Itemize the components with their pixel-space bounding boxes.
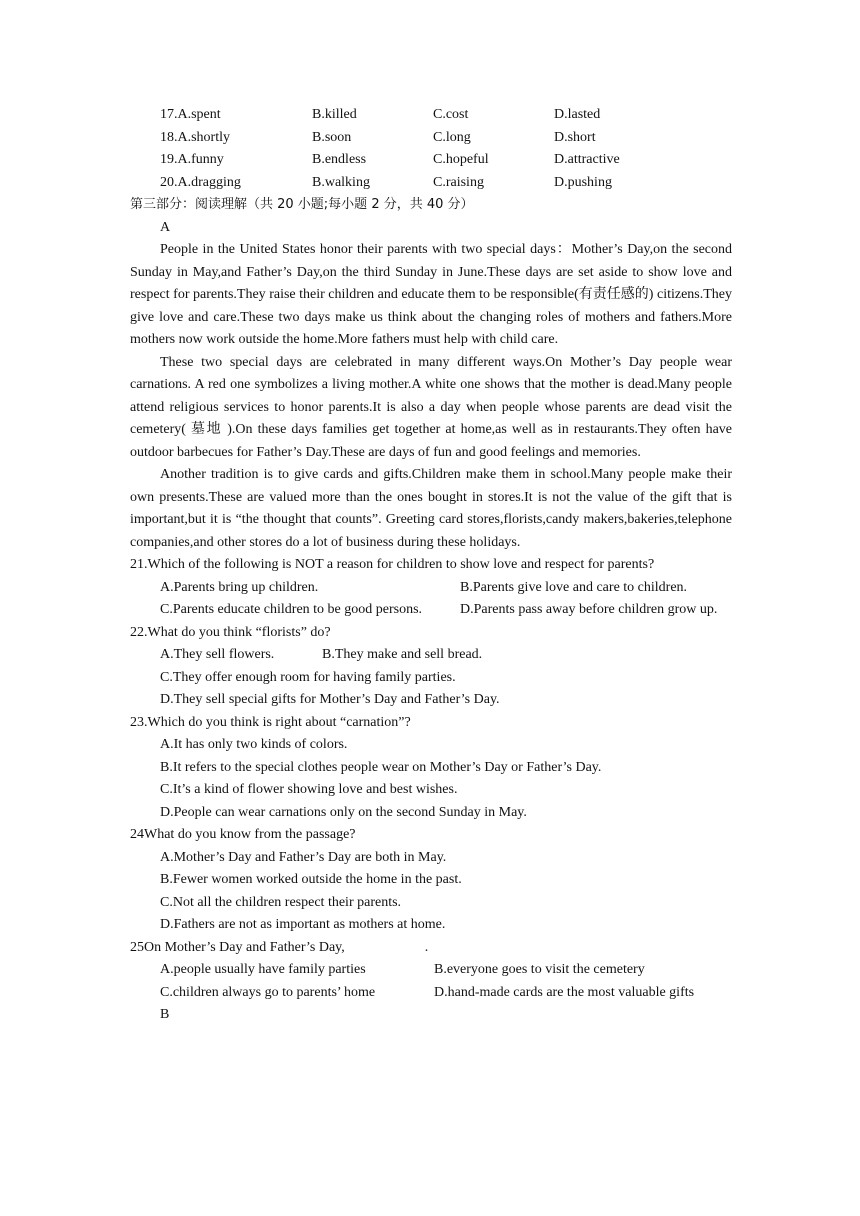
option-row xyxy=(130,599,732,622)
option-d: D.lasted xyxy=(554,107,601,122)
question-stem: 22.What do you think “florists” do? xyxy=(130,624,331,640)
option-c: C.Parents educate children to be good persons. xyxy=(160,602,423,617)
passage-a-label: A xyxy=(160,219,171,235)
option-d: D.attractive xyxy=(554,152,620,167)
question-stem-text: 25On Mother’s Day and Father’s Day, xyxy=(130,939,345,955)
option-b: B.endless xyxy=(312,152,367,167)
question-stem xyxy=(130,937,732,960)
option-b: B.Fewer women worked outside the home in the past. xyxy=(160,872,462,887)
option-d: D.People can wear carnations only on the second Sunday in May. xyxy=(160,804,527,820)
option-d: D.Parents pass away before children grow up. xyxy=(460,602,718,617)
option-c: C.long xyxy=(433,129,471,145)
passage-paragraph: Another tradition is to give cards and gifts.Children make them in school.Many people make their own presents.These are valued more than the ones bought in stores.It is not the value of the gift that is important,but it is “the thought that counts”. Greeting card stores,florists,candy makers,bakeries,telephone companies,and other stores do a lot of business during these holidays. xyxy=(130,467,732,550)
option-row xyxy=(130,959,732,982)
question-stem: 21.Which of the following is NOT a reason for children to show love and respect for parents? xyxy=(130,557,655,572)
option-a: 19.A.funny xyxy=(160,152,224,167)
option-d: D.hand-made cards are the most valuable gifts xyxy=(434,984,695,1000)
passage-paragraph: These two special days are celebrated in many different ways.On Mother’s Day people wear carnations. A red one symbolizes a living mother.A white one shows that the mother is dead.Many people attend religious services to honor parents.It is also a day when people whose parents are dead visit the cemetery( 墓地 ).On these days families get together at home,as well as in restaurants.They often have outdoor barbecues for Father’s Day.These are days of fun and good feelings and memories. xyxy=(130,354,732,460)
section-heading: 第三部分：阅读理解（共 20 小题;每小题 2 分，共 40 分） xyxy=(130,197,474,212)
question-stem-end: . xyxy=(424,939,429,955)
option-a: A.They sell flowers. xyxy=(160,647,275,662)
option-row-19 xyxy=(160,149,732,172)
option-a: A.It has only two kinds of colors. xyxy=(160,737,348,752)
option-row-20 xyxy=(160,172,732,195)
option-d: D.They sell special gifts for Mother’s Day and Father’s Day. xyxy=(160,692,500,707)
question-24 xyxy=(130,824,732,937)
option-a: A.people usually have family parties xyxy=(160,962,366,977)
option-row xyxy=(130,982,732,1005)
option-c: C.raising xyxy=(433,174,484,190)
option-b: B.killed xyxy=(312,107,357,122)
option-a: A.Mother’s Day and Father’s Day are both in May. xyxy=(160,849,447,865)
option-a: 18.A.shortly xyxy=(160,129,230,145)
question-22 xyxy=(130,622,732,712)
exam-page xyxy=(130,104,732,1027)
option-c: C.children always go to parents’ home xyxy=(160,984,376,1000)
option-b: B.soon xyxy=(312,129,352,145)
option-c: C.cost xyxy=(433,107,469,122)
option-b: B.Parents give love and care to children. xyxy=(460,579,688,595)
option-a: 20.A.dragging xyxy=(160,174,241,190)
option-b: B.walking xyxy=(312,174,370,190)
option-row-18 xyxy=(160,127,732,150)
option-c: C.It’s a kind of flower showing love and best wishes. xyxy=(160,782,458,797)
option-b: B.They make and sell bread. xyxy=(322,647,483,662)
question-21 xyxy=(130,554,732,622)
option-c: C.hopeful xyxy=(433,152,489,167)
option-c: C.They offer enough room for having family parties. xyxy=(160,669,456,685)
option-a: 17.A.spent xyxy=(160,107,221,122)
option-d: D.short xyxy=(554,129,596,145)
question-25 xyxy=(130,937,732,1005)
option-row xyxy=(130,644,732,667)
option-d: D.pushing xyxy=(554,174,612,190)
passage-b-label: B xyxy=(160,1007,170,1022)
option-row xyxy=(130,577,732,600)
question-23 xyxy=(130,712,732,825)
option-b: B.everyone goes to visit the cemetery xyxy=(434,962,645,977)
passage-paragraph: People in the United States honor their parents with two special days：Mother’s Day,on the second Sunday in May,and Father’s Day,on the third Sunday in June.These days are set aside to show love and respect for parents.They raise their children and educate them to be responsible(有责任感的) citizens.They give love and care.These two days make us think about the changing roles of mothers and fathers.More mothers now work outside the home.More fathers must help with child care. xyxy=(130,242,732,347)
question-stem: 24What do you know from the passage? xyxy=(130,827,356,842)
option-b: B.It refers to the special clothes people wear on Mother’s Day or Father’s Day. xyxy=(160,759,602,775)
option-row-17 xyxy=(160,104,732,127)
option-a: A.Parents bring up children. xyxy=(160,579,319,595)
cloze-options xyxy=(130,104,732,194)
option-c: C.Not all the children respect their parents. xyxy=(160,894,402,910)
option-d: D.Fathers are not as important as mothers at home. xyxy=(160,917,446,932)
question-stem: 23.Which do you think is right about “carnation”? xyxy=(130,714,411,730)
